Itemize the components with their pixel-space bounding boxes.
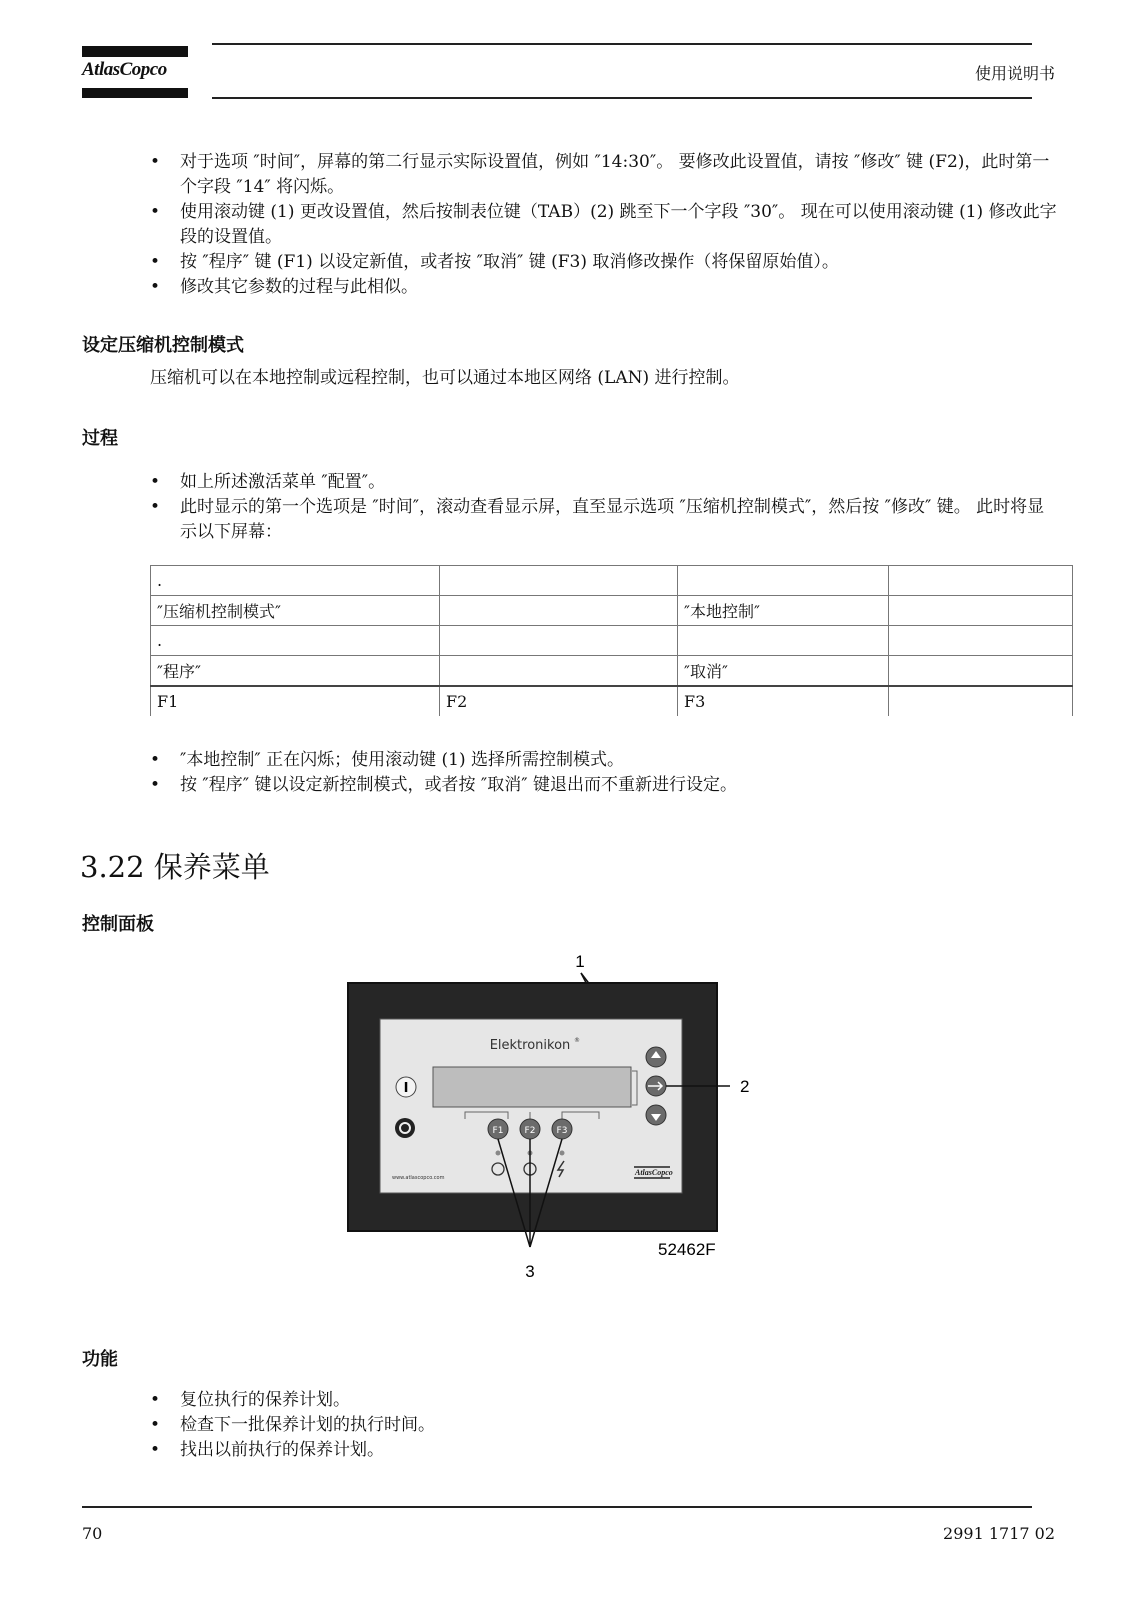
figure-code: 52462F bbox=[658, 1240, 716, 1259]
table-cell: F2 bbox=[440, 686, 678, 716]
list-item: • 此时显示的第一个选项是 ″时间″，滚动查看显示屏，直至显示选项 ″压缩机控制模式″，然后按 ″修改″ 键。 此时将显示以下屏幕： bbox=[150, 495, 1050, 545]
heading-function: 功能 bbox=[82, 1349, 118, 1370]
section-title: 3.22 保养菜单 bbox=[80, 850, 270, 884]
table-cell bbox=[889, 566, 1073, 596]
logo-bar-top bbox=[82, 46, 188, 57]
table-cell: . bbox=[151, 566, 440, 596]
brand-label: Elektronikon bbox=[489, 1038, 571, 1053]
table-row bbox=[151, 596, 1073, 626]
table-row bbox=[151, 626, 1073, 656]
page-number: 70 bbox=[82, 1524, 103, 1543]
callout-1-label: 1 bbox=[575, 955, 585, 971]
list-item: • 找出以前执行的保养计划。 bbox=[150, 1438, 1050, 1463]
header-rule-top bbox=[212, 43, 1032, 45]
list-item: • 对于选项 ″时间″，屏幕的第二行显示实际设置值，例如 ″14:30″。 要修改此设置值，请按 ″修改″ 键 (F2)，此时第一个字段 ″14″ 将闪烁。 bbox=[150, 150, 1065, 200]
table-cell bbox=[889, 626, 1073, 656]
led-1 bbox=[496, 1151, 501, 1156]
table-row bbox=[151, 566, 1073, 596]
bullet-list-time bbox=[150, 150, 1065, 300]
table-cell: F1 bbox=[151, 686, 440, 716]
start-symbol: I bbox=[403, 1081, 409, 1096]
logo-bar-bottom bbox=[82, 88, 188, 98]
paragraph-control-mode: 压缩机可以在本地控制或远程控制，也可以通过本地区网络 (LAN) 进行控制。 bbox=[150, 368, 740, 388]
f1-key-label: F1 bbox=[492, 1126, 504, 1136]
list-item: • 按 ″程序″ 键 (F1) 以设定新值，或者按 ″取消″ 键 (F3) 取消修改操作（将保留原始值）。 bbox=[150, 250, 1065, 275]
doc-number: 2991 1717 02 bbox=[943, 1524, 1055, 1543]
bullet-list-mode bbox=[150, 748, 1050, 798]
led-3 bbox=[560, 1151, 565, 1156]
stop-button[interactable] bbox=[395, 1118, 415, 1138]
list-item: • 使用滚动键 (1) 更改设置值，然后按制表位键（TAB）(2) 跳至下一个字段 ″30″。 现在可以使用滚动键 (1) 修改此字段的设置值。 bbox=[150, 200, 1065, 250]
table-cell bbox=[678, 626, 889, 656]
logo-text: AtlasCopco bbox=[82, 59, 167, 80]
list-item: • ″本地控制″ 正在闪烁；使用滚动键 (1) 选择所需控制模式。 bbox=[150, 748, 1050, 773]
heading-control-mode: 设定压缩机控制模式 bbox=[82, 335, 244, 356]
f3-key-label: F3 bbox=[556, 1126, 568, 1136]
heading-process: 过程 bbox=[82, 428, 118, 449]
table-cell bbox=[440, 656, 678, 687]
f2-key-label: F2 bbox=[524, 1126, 536, 1136]
website-label: www.atlascopco.com bbox=[392, 1175, 445, 1181]
table-cell bbox=[440, 596, 678, 626]
table-cell: ″本地控制″ bbox=[678, 596, 889, 626]
table-cell bbox=[440, 626, 678, 656]
table-cell: ″取消″ bbox=[678, 656, 889, 687]
list-item: • 复位执行的保养计划。 bbox=[150, 1388, 1050, 1413]
bullet-list-function bbox=[150, 1388, 1050, 1463]
list-item: • 按 ″程序″ 键以设定新控制模式，或者按 ″取消″ 键退出而不重新进行设定。 bbox=[150, 773, 1050, 798]
bullet-list-process bbox=[150, 470, 1050, 545]
list-item: • 如上所述激活菜单 ″配置″。 bbox=[150, 470, 1050, 495]
callout-2-label: 2 bbox=[740, 1077, 750, 1096]
panel-logo: AtlasCopco bbox=[635, 1168, 673, 1177]
display-screen-table bbox=[150, 565, 1073, 716]
list-item: • 检查下一批保养计划的执行时间。 bbox=[150, 1413, 1050, 1438]
table-row bbox=[151, 656, 1073, 687]
footer-rule bbox=[82, 1506, 1032, 1508]
table-cell bbox=[889, 686, 1073, 716]
header-rule-bottom bbox=[212, 97, 1032, 99]
table-cell bbox=[889, 596, 1073, 626]
table-cell bbox=[889, 656, 1073, 687]
control-panel-figure bbox=[340, 955, 760, 1295]
list-item: • 修改其它参数的过程与此相似。 bbox=[150, 275, 1065, 300]
table-cell: ″程序″ bbox=[151, 656, 440, 687]
table-cell bbox=[678, 566, 889, 596]
table-row bbox=[151, 686, 1073, 716]
heading-control-panel: 控制面板 bbox=[82, 914, 154, 935]
registered-mark: ® bbox=[574, 1037, 580, 1044]
lcd-display bbox=[433, 1067, 631, 1107]
table-cell bbox=[440, 566, 678, 596]
table-cell: ″压缩机控制模式″ bbox=[151, 596, 440, 626]
callout-3-label: 3 bbox=[525, 1262, 535, 1281]
doc-title: 使用说明书 bbox=[974, 64, 1055, 83]
table-cell: . bbox=[151, 626, 440, 656]
table-cell: F3 bbox=[678, 686, 889, 716]
